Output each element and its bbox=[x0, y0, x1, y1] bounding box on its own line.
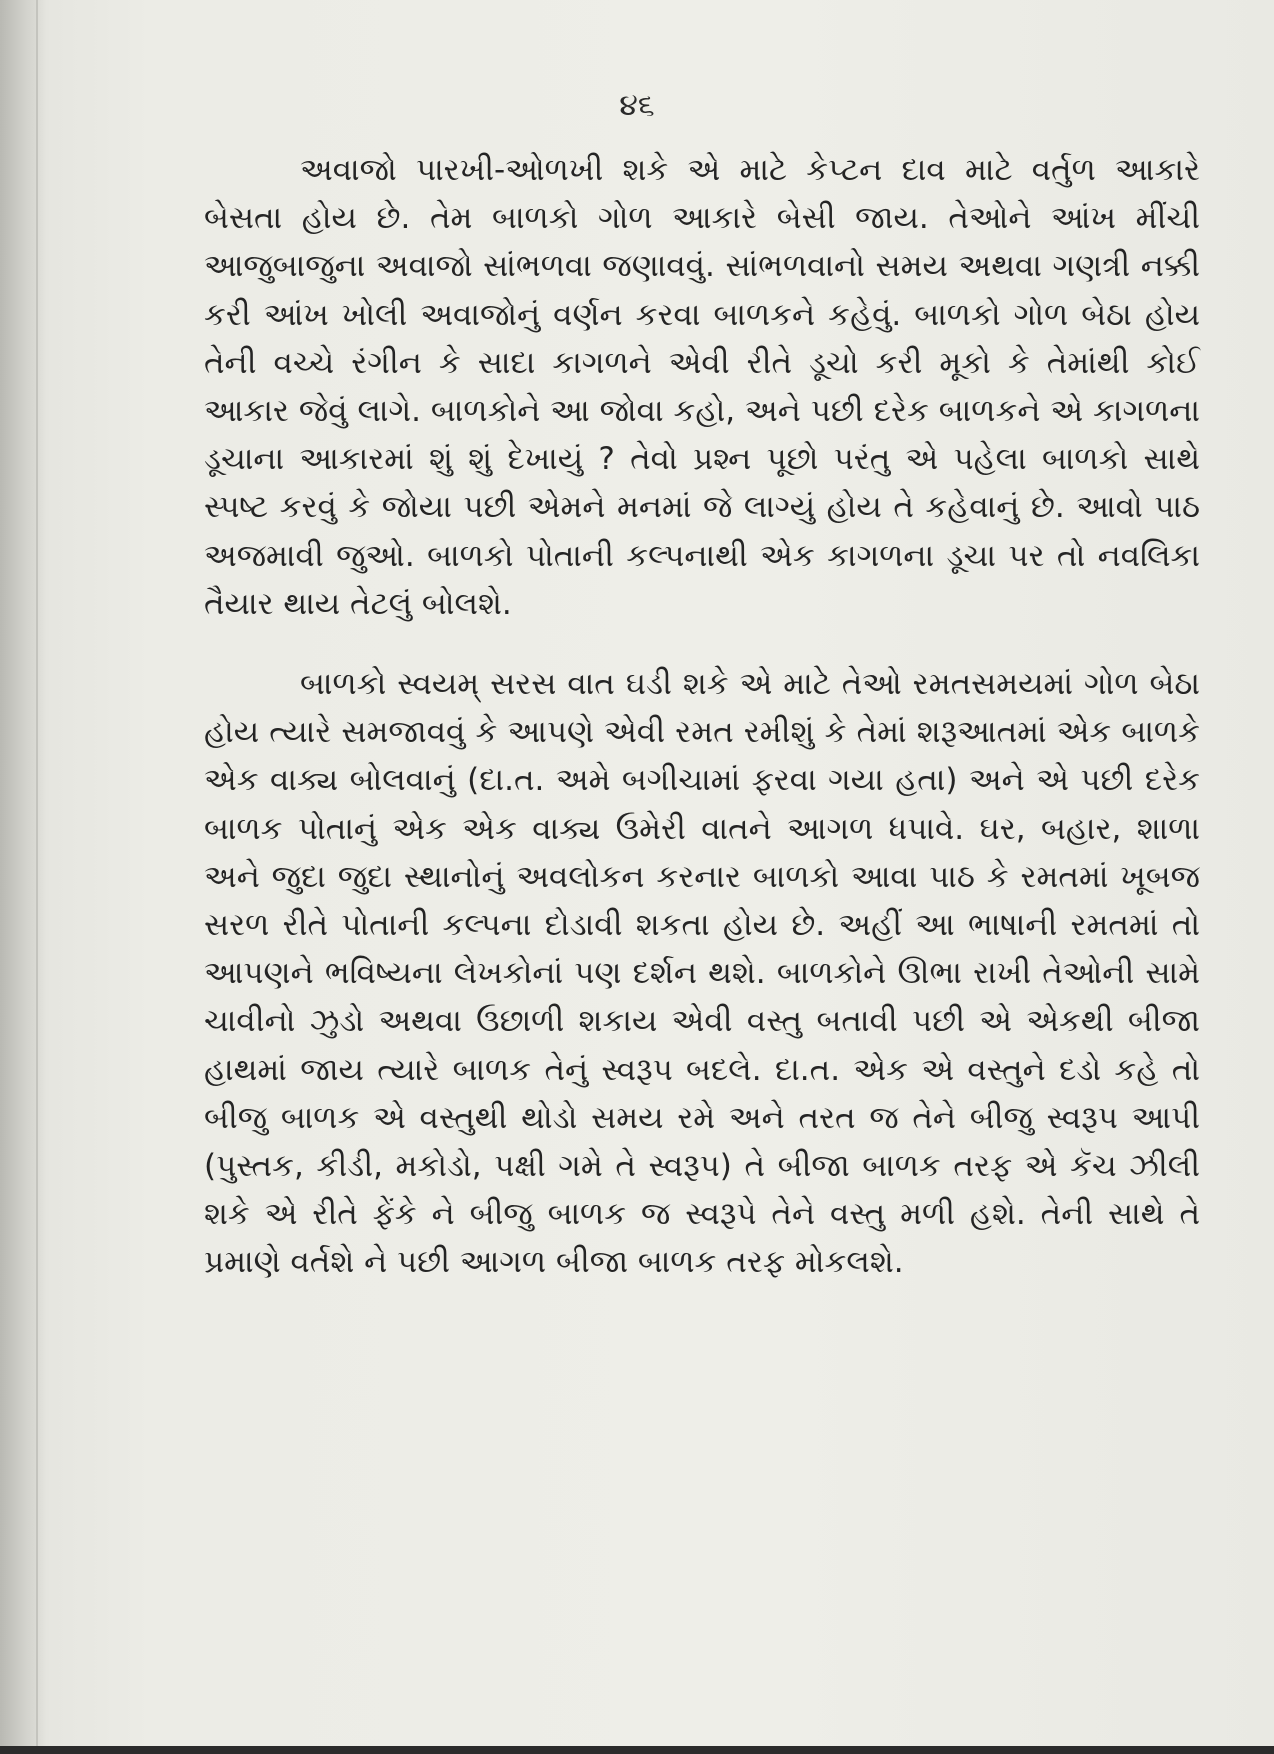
bottom-edge-strip bbox=[0, 1746, 1274, 1754]
body-text bbox=[204, 146, 1200, 1287]
page-number: ૪૬ bbox=[619, 88, 655, 123]
spine-shadow bbox=[0, 0, 46, 1754]
paragraph-2: બાળકો સ્વયમ્ સરસ વાત ઘડી શકે એ માટે તેઓ રમતસમયમાં ગોળ બેઠા હોય ત્યારે સમજાવવું કે આપણે એવી રમત રમીશું કે તેમાં શરૂઆતમાં એક બાળકે એક વાક્ય બોલવાનું (દા.ત. અમે બગીચામાં ફરવા ગયા હતા) અને એ પછી દરેક બાળક પોતાનું એક એક વાક્ય ઉમેરી વાતને આગળ ધપાવે. ઘર, બહાર, શાળા અને જુદા જુદા સ્થાનોનું અવલોકન કરનાર બાળકો આવા પાઠ કે રમતમાં ખૂબજ સરળ રીતે પોતાની કલ્પના દોડાવી શકતા હોય છે. અહીં આ ભાષાની રમતમાં તો આપણને ભવિષ્યના લેખકોનાં પણ દર્શન થશે. બાળકોને ઊભા રાખી તેઓની સામે ચાવીનો ઝુડો અથવા ઉછાળી શકાય એવી વસ્તુ બતાવી પછી એ એકથી બીજા હાથમાં જાય ત્યારે બાળક તેનું સ્વરૂપ બદલે. દા.ત. એક એ વસ્તુને દડો કહે તો બીજુ બાળક એ વસ્તુથી થોડો સમય રમે અને તરત જ તેને બીજુ સ્વરૂપ આપી (પુસ્તક, કીડી, મકોડો, પક્ષી ગમે તે સ્વરૂપ) તે બીજા બાળક તરફ એ કૅચ ઝીલી શકે એ રીતે ફેંકે ને બીજુ બાળક જ સ્વરૂપે તેને વસ્તુ મળી હશે. તેની સાથે તે પ્રમાણે વર્તશે ને પછી આગળ બીજા બાળક તરફ મોકલશે. bbox=[204, 666, 1200, 1281]
paragraph-1: અવાજો પારખી-ઓળખી શકે એ માટે કેપ્ટન દાવ માટે વર્તુળ આકારે બેસતા હોય છે. તેમ બાળકો ગોળ આકારે બેસી જાય. તેઓને આંખ મીંચી આજુબાજુના અવાજો સાંભળવા જણાવવું. સાંભળવાનો સમય અથવા ગણત્રી નક્કી કરી આંખ ખોલી અવાજોનું વર્ણન કરવા બાળકને કહેવું. બાળકો ગોળ બેઠા હોય તેની વચ્ચે રંગીન કે સાદા કાગળને એવી રીતે ડૂચો કરી મૂકો કે તેમાંથી કોઈ આકાર જેવું લાગે. બાળકોને આ જોવા કહો, અને પછી દરેક બાળકને એ કાગળના ડૂચાના આકારમાં શું શું દેખાયું ? તેવો પ્રશ્ન પૂછો પરંતુ એ પહેલા બાળકો સાથે સ્પષ્ટ કરવું કે જોયા પછી એમને મનમાં જે લાગ્યું હોય તે કહેવાનું છે. આવો પાઠ અજમાવી જુઓ. બાળકો પોતાની કલ્પનાથી એક કાગળના ડૂચા પર તો નવલિકા તૈયાર થાય તેટલું બોલશે. bbox=[204, 152, 1200, 622]
page-edge-line bbox=[36, 0, 38, 1754]
